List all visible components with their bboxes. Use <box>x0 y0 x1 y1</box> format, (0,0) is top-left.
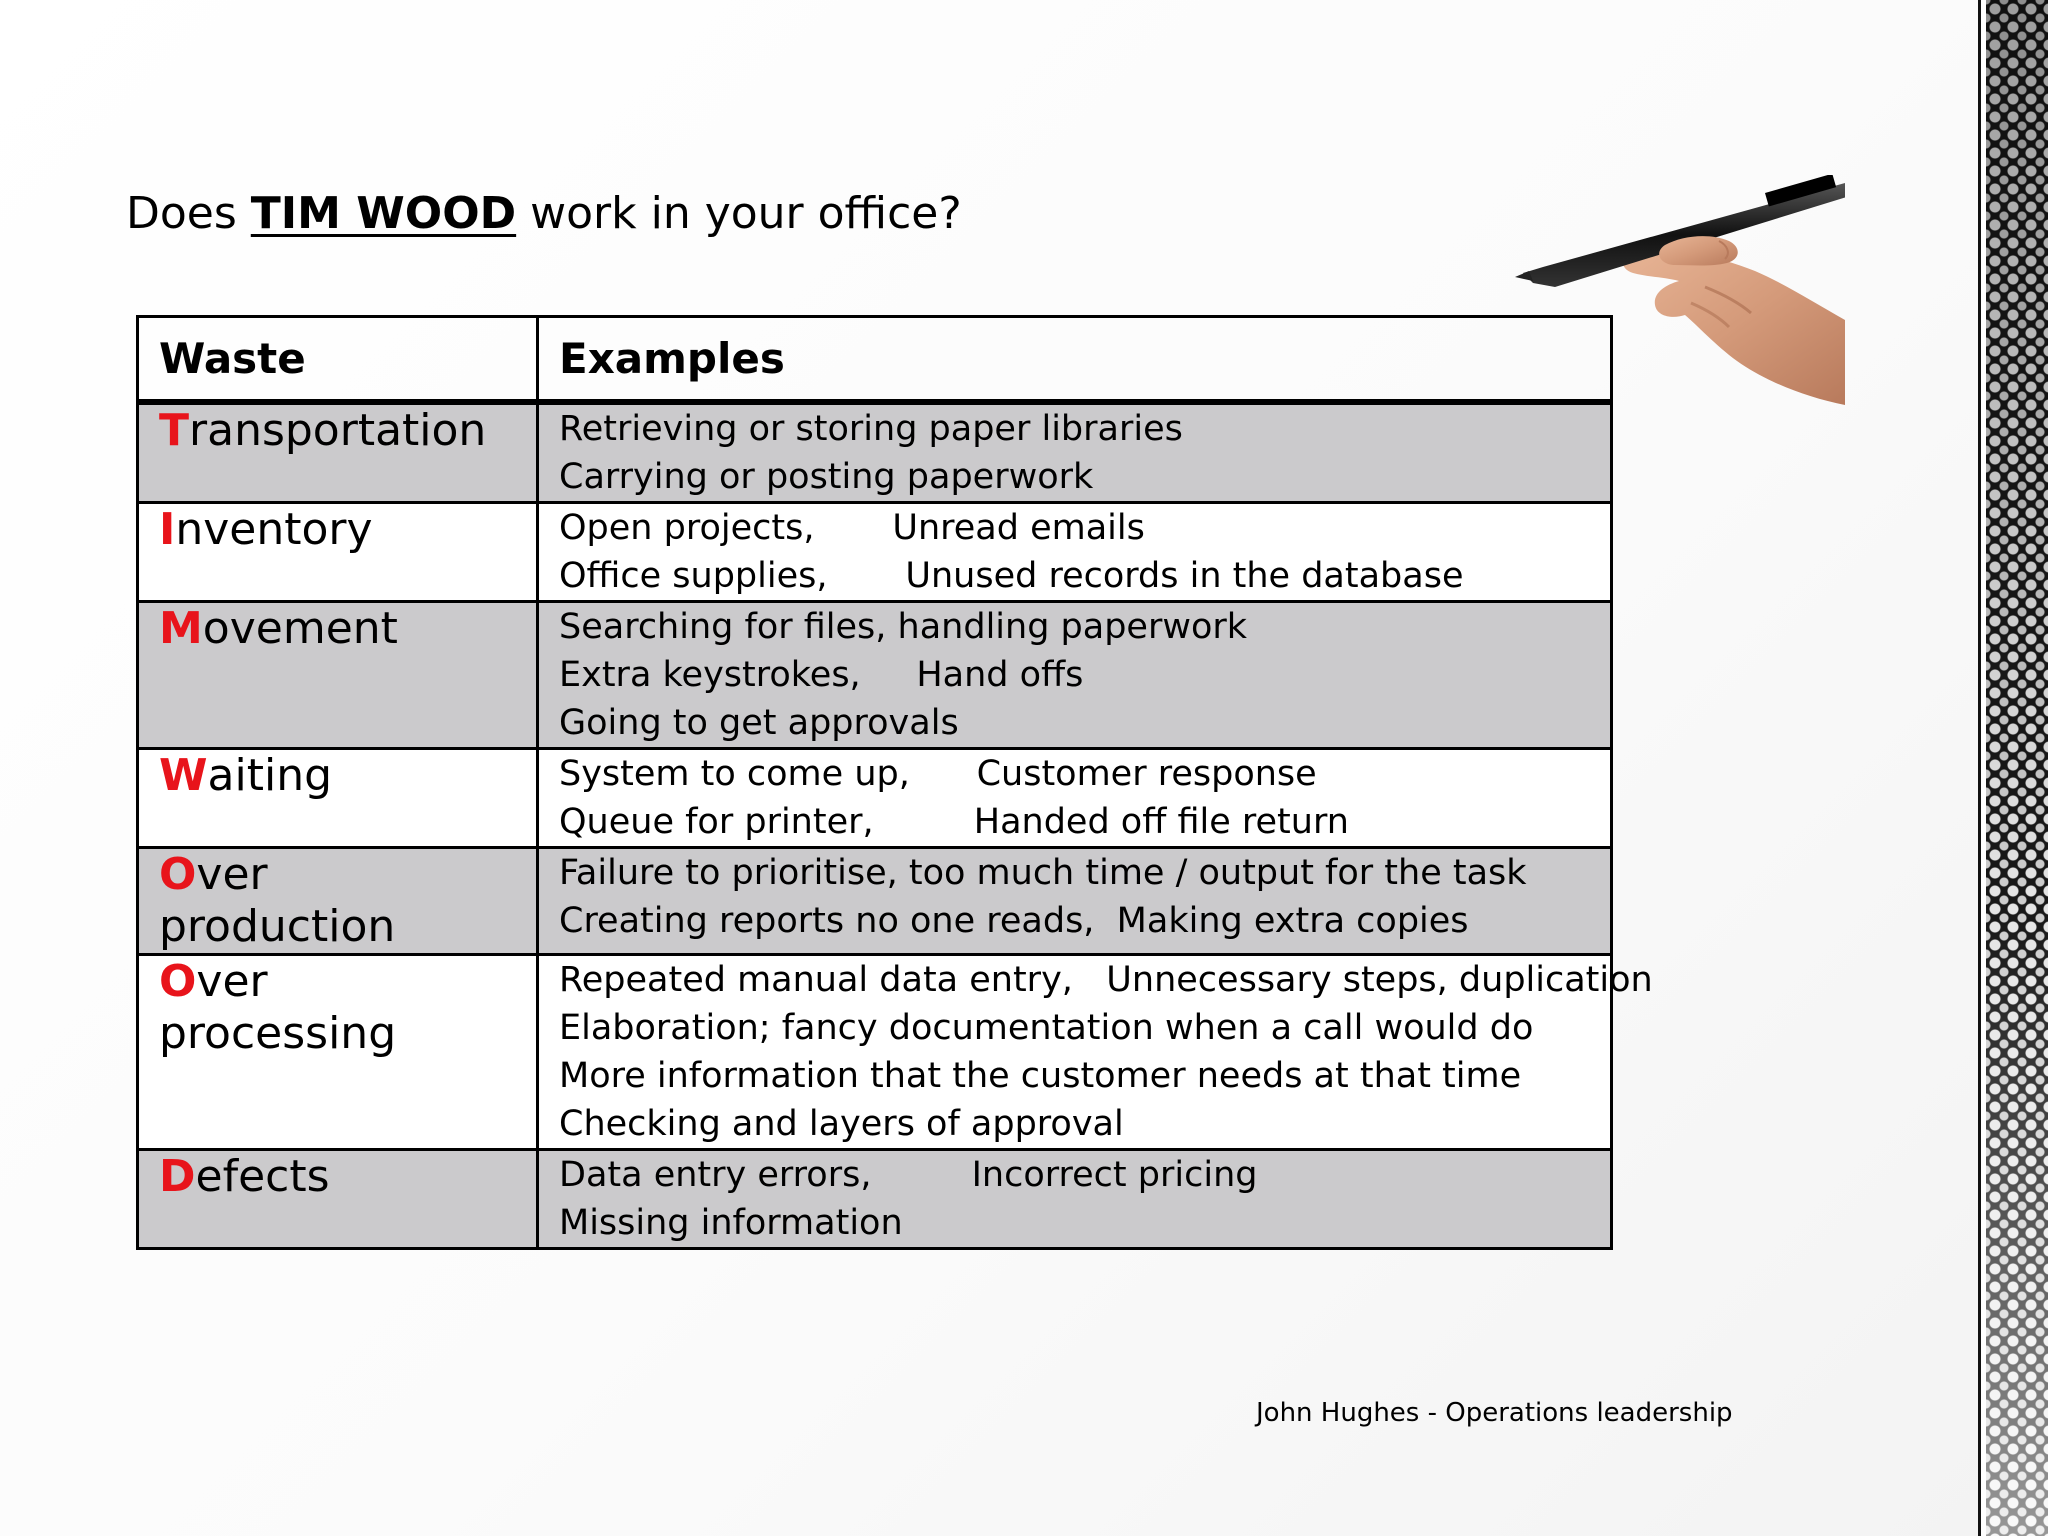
waste-name-rest: ver production <box>159 849 396 952</box>
decorative-border-pattern <box>1986 0 2048 1536</box>
waste-name-rest: ransportation <box>189 405 487 456</box>
examples-cell: Data entry errors, Incorrect pricing Missing information <box>538 1150 1612 1249</box>
waste-name-cell <box>138 848 538 955</box>
table-row <box>138 749 1612 848</box>
examples-cell: Failure to prioritise, too much time / output for the task Creating reports no one reads, Making extra copies <box>538 848 1612 955</box>
table-row <box>138 1150 1612 1249</box>
table-row <box>138 955 1612 1150</box>
header-examples: Examples <box>538 317 1612 403</box>
waste-name-cell <box>138 602 538 749</box>
waste-initial: D <box>159 1151 196 1202</box>
waste-name-cell <box>138 955 538 1150</box>
waste-initial: W <box>159 750 208 801</box>
waste-initial: T <box>159 405 190 456</box>
waste-name-rest: nventory <box>175 504 373 555</box>
waste-name-cell <box>138 749 538 848</box>
waste-name-rest: efects <box>195 1151 330 1202</box>
waste-initial: O <box>159 849 197 900</box>
title-suffix: work in your office? <box>516 188 962 239</box>
waste-table <box>136 315 1653 1250</box>
waste-name-cell <box>138 402 538 503</box>
examples-cell: Open projects, Unread emails Office supplies, Unused records in the database <box>538 503 1612 602</box>
waste-initial: I <box>159 504 176 555</box>
page-title <box>126 184 962 244</box>
waste-initial: O <box>159 956 197 1007</box>
examples-cell: Repeated manual data entry, Unnecessary steps, duplication Elaboration; fancy documentation when a call would do More information that the customer needs at that time Checking and layers of approval <box>538 955 1612 1150</box>
table-row <box>138 602 1612 749</box>
waste-name-rest: aiting <box>207 750 333 801</box>
waste-name-cell <box>138 1150 538 1249</box>
title-emphasis: TIM WOOD <box>250 188 517 239</box>
table-row <box>138 402 1612 503</box>
waste-initial: M <box>159 603 203 654</box>
header-waste: Waste <box>138 317 538 403</box>
table-header-row <box>138 317 1612 403</box>
table-row <box>138 503 1612 602</box>
waste-name-rest: ver processing <box>159 956 397 1059</box>
waste-name-cell <box>138 503 538 602</box>
examples-cell: Retrieving or storing paper libraries Carrying or posting paperwork <box>538 402 1612 503</box>
footer-author: John Hughes - Operations leadership <box>1256 1398 1733 1428</box>
title-prefix: Does <box>126 188 251 239</box>
examples-cell: Searching for files, handling paperwork Extra keystrokes, Hand offs Going to get approvals <box>538 602 1612 749</box>
table-row <box>138 848 1612 955</box>
examples-cell: System to come up, Customer response Queue for printer, Handed off file return <box>538 749 1612 848</box>
slide-edge-line <box>1978 0 1981 1536</box>
waste-name-rest: ovement <box>202 603 398 654</box>
